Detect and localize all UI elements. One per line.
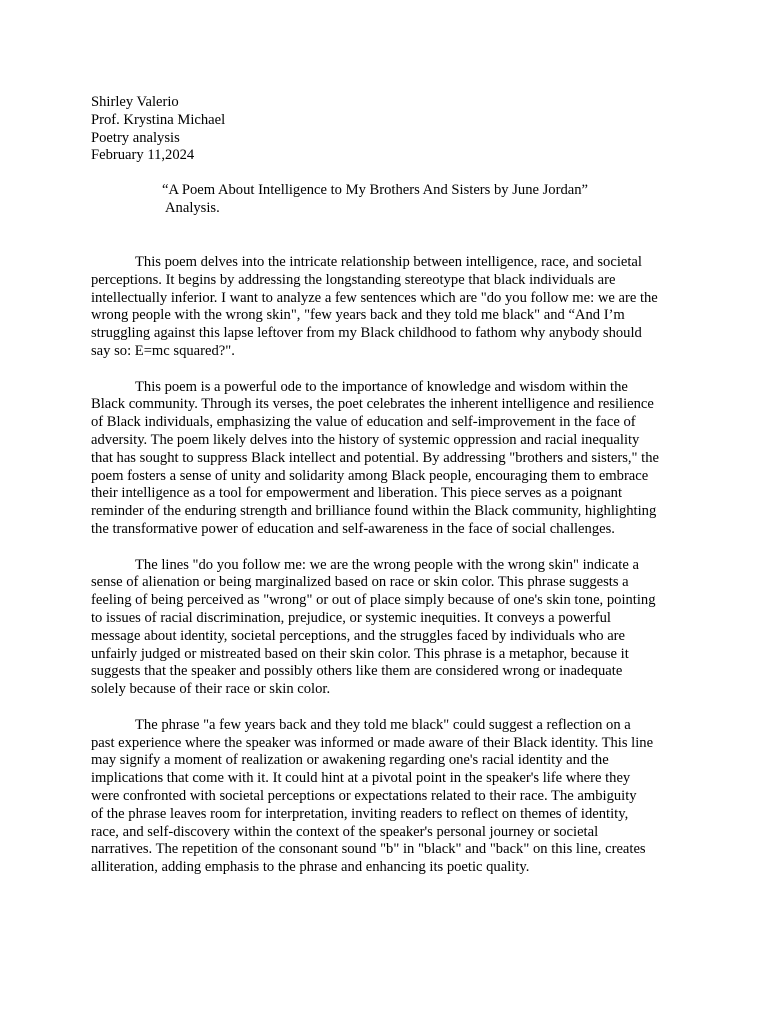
professor-name: Prof. Krystina Michael [91,111,226,128]
document-date: February 11,2024 [91,147,195,164]
paragraph-line: say so: E=mc squared?". [91,342,235,359]
paragraph-line: were confronted with societal perceptions or expectations related to their race. The ambiguity [91,787,637,804]
author-name: Shirley Valerio [91,94,179,110]
paragraph-line: narratives. The repetition of the consonant sound "b" in "black" and "back" on this line, creates [91,841,646,858]
paragraph-line: wrong people with the wrong skin", "few years back and they told me black" and “And I’m [91,307,625,324]
paragraph-line: reminder of the enduring strength and brilliance found within the Black community, highlighting [91,503,657,520]
document-body [91,254,681,895]
paragraph [91,717,681,877]
document-title [162,182,588,218]
paragraph-line: implications that come with it. It could hint at a pivotal point in the speaker's life where they [91,770,631,787]
paragraph-line: intellectually inferior. I want to analyze a few sentences which are "do you follow me: we are the [91,289,658,306]
paragraph-line: their intelligence as a tool for empowerment and liberation. This piece serves as a poignant [91,485,623,502]
paragraph-line: to issues of racial discrimination, prejudice, or systemic inequities. It conveys a powerful [91,609,611,626]
paragraph [91,254,681,361]
paragraph-line: that has sought to suppress Black intellect and potential. By addressing "brothers and sisters," the [91,449,659,466]
paragraph-line: of the phrase leaves room for interpretation, inviting readers to reflect on themes of identity, [91,805,629,822]
paragraph-line: unfairly judged or mistreated based on their skin color. This phrase is a metaphor, because it [91,645,629,662]
paragraph-line: poem fosters a sense of unity and solidarity among Black people, encouraging them to embrace [91,467,649,484]
paragraph-line: the transformative power of education and self-awareness in the face of social challenges. [91,520,615,537]
paragraph-line: This poem is a powerful ode to the importance of knowledge and wisdom within the [135,378,628,395]
paragraph-line: struggling against this lapse leftover from my Black childhood to fathom why anybody should [91,325,642,342]
document-header [91,94,225,165]
paragraph-line: sense of alienation or being marginalized based on race or skin color. This phrase suggests a [91,574,629,591]
course-name: Poetry analysis [91,129,180,146]
paragraph-line: The phrase "a few years back and they told me black" could suggest a reflection on a [135,716,631,733]
paragraph [91,557,681,699]
paragraph-line: alliteration, adding emphasis to the phrase and enhancing its poetic quality. [91,859,530,876]
paragraph-line: This poem delves into the intricate relationship between intelligence, race, and societal [135,254,642,270]
paragraph-line: of Black individuals, emphasizing the value of education and self-improvement in the face of [91,414,636,431]
paragraph-line: feeling of being perceived as "wrong" or out of place simply because of one's skin tone, pointing [91,592,656,609]
paragraph-line: Black community. Through its verses, the poet celebrates the inherent intelligence and resilience [91,396,654,413]
paragraph-line: message about identity, societal perceptions, and the struggles faced by individuals who are [91,627,626,644]
paragraph-line: race, and self-discovery within the context of the speaker's personal journey or societal [91,823,599,840]
paragraph-line: past experience where the speaker was informed or made aware of their Black identity. This line [91,734,654,751]
paragraph-line: solely because of their race or skin color. [91,681,331,698]
paragraph [91,379,681,539]
title-line-1: “A Poem About Intelligence to My Brothers And Sisters by June Jordan” [162,182,589,198]
paragraph-line: suggests that the speaker and possibly others like them are considered wrong or inadequate [91,663,623,680]
paragraph-line: The lines "do you follow me: we are the wrong people with the wrong skin" indicate a [135,556,639,573]
paragraph-line: perceptions. It begins by addressing the longstanding stereotype that black individuals are [91,271,616,288]
paragraph-line: may signify a moment of realization or awakening regarding one's racial identity and the [91,752,609,769]
paragraph-line: adversity. The poem likely delves into the history of systemic oppression and racial inequality [91,431,640,448]
title-line-2: Analysis. [165,199,220,216]
